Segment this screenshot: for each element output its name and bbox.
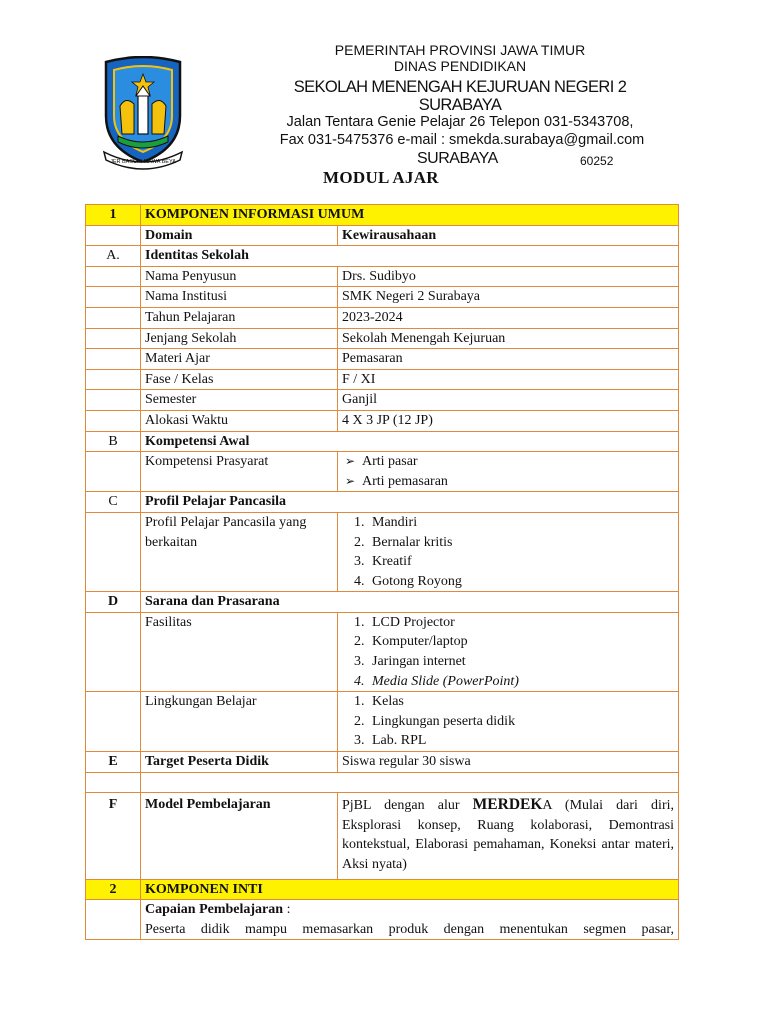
row-value: Pemasaran [338, 349, 679, 370]
row-value: Ganjil [338, 390, 679, 411]
row-value [338, 512, 679, 591]
row-label: Jenjang Sekolah [141, 328, 338, 349]
model-text: PjBL dengan alur [342, 798, 473, 814]
row-value [338, 452, 679, 492]
section-number: 2 [86, 879, 141, 900]
row-value: SMK Negeri 2 Surabaya [338, 287, 679, 308]
table-row [86, 369, 679, 390]
table-row [86, 512, 679, 591]
facility-list [342, 613, 674, 691]
row-value: Kewirausahaan [338, 225, 679, 246]
prerequisite-list [342, 452, 674, 491]
capaian-colon: : [283, 902, 291, 918]
row-value: 4 X 3 JP (12 JP) [338, 410, 679, 431]
table-row [86, 793, 679, 879]
section-title: KOMPONEN INTI [141, 879, 679, 900]
table-row [86, 266, 679, 287]
row-label: Nama Penyusun [141, 266, 338, 287]
section-1-header [86, 205, 679, 226]
spacer-row [86, 772, 679, 793]
subsection-header [86, 492, 679, 513]
subsection-letter: F [86, 793, 141, 879]
subsection-header [86, 246, 679, 267]
header-school-name: SEKOLAH MENENGAH KEJURUAN NEGERI 2 [293, 78, 627, 96]
list-item: ➢ Arti pemasaran [342, 472, 674, 492]
subsection-header [86, 431, 679, 452]
row-value: F / XI [338, 369, 679, 390]
list-item: 4. Gotong Royong [368, 572, 674, 592]
table-row [86, 225, 679, 246]
row-label: Materi Ajar [141, 349, 338, 370]
list-item: 2. Lingkungan peserta didik [368, 712, 674, 732]
row-value [338, 692, 679, 752]
row-value [338, 793, 679, 879]
header-address: Jalan Tentara Genie Pelajar 26 Telepon 031-5343708, [286, 114, 634, 130]
subsection-title: Kompetensi Awal [141, 431, 679, 452]
section-2-header [86, 879, 679, 900]
capaian-title: Capaian Pembelajaran [145, 902, 284, 918]
list-item: 2. Bernalar kritis [368, 533, 674, 553]
table-row [86, 692, 679, 752]
header-school-city: SURABAYA [418, 96, 502, 114]
row-value: Sekolah Menengah Kejuruan [338, 328, 679, 349]
row-value: Siswa regular 30 siswa [338, 752, 679, 773]
subsection-title: Profil Pelajar Pancasila [141, 492, 679, 513]
list-item: 2. Komputer/laptop [368, 632, 674, 652]
list-item: 1. Mandiri [368, 513, 674, 533]
row-value: Drs. Sudibyo [338, 266, 679, 287]
header-government: PEMERINTAH PROVINSI JAWA TIMUR [334, 42, 586, 58]
subsection-letter: C [86, 492, 141, 513]
header-postal-code: 60252 [580, 154, 614, 168]
header-department: DINAS PENDIDIKAN [393, 58, 527, 74]
model-acronym: MERDEK [472, 796, 543, 814]
capaian-text: Peserta didik mampu memasarkan produk dengan menentukan segmen pasar, [145, 921, 674, 937]
list-item: 1. Kelas [368, 692, 674, 712]
subsection-title: Sarana dan Prasarana [141, 592, 679, 613]
row-label: Tahun Pelajaran [141, 307, 338, 328]
table-row [86, 410, 679, 431]
capaian-cell [141, 900, 679, 940]
subsection-title: Identitas Sekolah [141, 246, 679, 267]
row-value [338, 612, 679, 691]
list-item: ➢ Arti pasar [342, 452, 674, 472]
header-fax-email: Fax 031-5475376 e-mail : smekda.surabaya@gmail.com [279, 132, 645, 148]
row-label: Alokasi Waktu [141, 410, 338, 431]
list-item: 1. LCD Projector [368, 613, 674, 633]
row-label: Target Peserta Didik [141, 752, 338, 773]
section-number: 1 [86, 205, 141, 226]
list-item: 4. Media Slide (PowerPoint) [368, 672, 674, 692]
table-row [86, 612, 679, 691]
header-city: SURABAYA [417, 150, 498, 167]
document-title: MODUL AJAR [323, 168, 439, 187]
row-label: Profil Pelajar Pancasila yang berkaitan [141, 512, 338, 591]
row-label: Model Pembelajaran [141, 793, 338, 879]
subsection-header [86, 592, 679, 613]
row-label: Fase / Kelas [141, 369, 338, 390]
table-row [86, 307, 679, 328]
row-label: Domain [141, 225, 338, 246]
environment-list [342, 692, 674, 751]
row-label: Kompetensi Prasyarat [141, 452, 338, 492]
logo-motto: JER BASUKI MAWA BEYA [110, 159, 176, 165]
module-table [85, 204, 679, 940]
list-item: 3. Kreatif [368, 552, 674, 572]
profile-list [342, 513, 674, 591]
row-label: Nama Institusi [141, 287, 338, 308]
row-label: Semester [141, 390, 338, 411]
table-row [86, 390, 679, 411]
subsection-letter: A. [86, 246, 141, 267]
table-row [86, 328, 679, 349]
list-item: 3. Lab. RPL [368, 731, 674, 751]
table-row [86, 452, 679, 492]
table-row [86, 900, 679, 940]
section-title: KOMPONEN INFORMASI UMUM [141, 205, 679, 226]
table-row [86, 287, 679, 308]
east-java-emblem-logo [100, 56, 186, 170]
list-item: 3. Jaringan internet [368, 652, 674, 672]
subsection-letter: E [86, 752, 141, 773]
subsection-letter: B [86, 431, 141, 452]
table-row [86, 349, 679, 370]
subsection-letter: D [86, 592, 141, 613]
model-text-rest: A (Mulai dari diri, Eksplorasi konsep, Ruang kolaborasi, Demontrasi kontekstual, Elaborasi pemahaman, Koneksi antar materi, Aksi nyata) [342, 798, 674, 872]
table-row [86, 752, 679, 773]
row-label: Fasilitas [141, 612, 338, 691]
row-value: 2023-2024 [338, 307, 679, 328]
row-label: Lingkungan Belajar [141, 692, 338, 752]
